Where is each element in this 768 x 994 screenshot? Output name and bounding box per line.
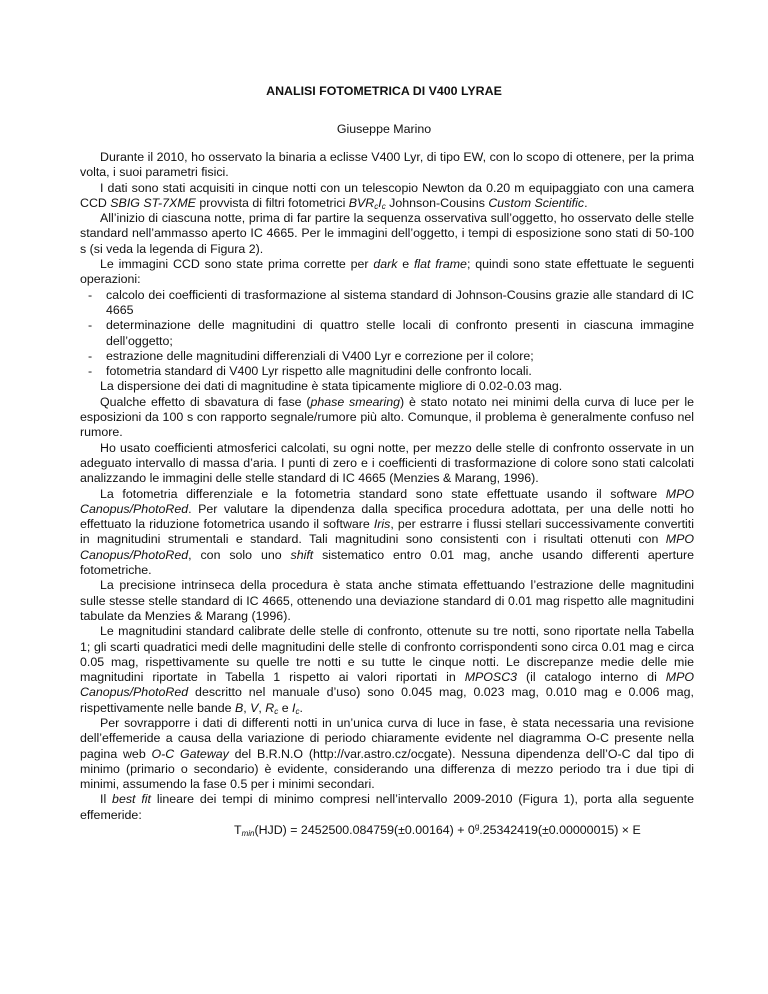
- document-body: [80, 150, 694, 838]
- ephemeris-formula: $T_{min}(HJD) = 2452500.084759(\pm 0.00164) + 0^g.25342419(\pm 0.00000015) \times E$: [234, 822, 641, 839]
- operations-list: [80, 288, 694, 380]
- list-item: - determinazione delle magnitudini di quattro stelle locali di confronto presenti in ciascuna immagine dell’oggetto;: [88, 318, 694, 348]
- paragraph-software: La fotometria differenziale e la fotometria standard sono state effettuate usando il software MPO Canopus/PhotoRed. Per valutare la dipendenza dalla specifica procedura adottata, per una delle notti ho effettuato la riduzione fotometrica usando il software Iris, per estrarre i flussi stellari successivamente convertiti in magnitudini strumentali e standard. Tali magnitudini sono consistenti con i risultati ottenuti con MPO Canopus/PhotoRed, con solo uno shift sistematico entro 0.01 mag, anche usando differenti aperture fotometriche.: [80, 486, 694, 578]
- filter-brand: Custom Scientific: [488, 195, 585, 210]
- filter-set: $BVR_cI_c$: [348, 195, 386, 211]
- paragraph-coefficients: Ho usato coefficienti atmosferici calcolati, su ogni notte, per mezzo delle stelle di confronto osservate in un adeguato intervallo di massa d’aria. I punti di zero e i coefficienti di trasformazione di colore sono stati calcolati analizzando le immagini delle stelle standard di IC 4665 (Menzies & Marang, 1996).: [80, 440, 694, 486]
- paragraph-ephemeris-revision: Per sovrapporre i dati di differenti notti in un’unica curva di luce in fase, è stata necessaria una revisione dell’effemeride a causa della variazione di periodo chiaramente evidente nel diagramma O-C presente nella pagina web O-C Gateway del B.R.N.O (http://var.astro.cz/ocgate). Nessuna dipendenza dell’O-C dal tipo di minimo (primario o secondario) è evidente, considerando una differenza di mezzo periodo tra i due tipi di minimi, assumendo la fase 0.5 per i minimi secondari.: [80, 715, 695, 792]
- paragraph-calibration: Le immagini CCD sono state prima corrette per dark e flat frame; quindi sono state effettuate le seguenti operazioni:: [80, 257, 694, 287]
- list-item: - fotometria standard di V400 Lyr rispetto alle magnitudini delle confronto locali.: [88, 364, 532, 379]
- paragraph-standards: All’inizio di ciascuna notte, prima di far partire la sequenza osservativa sull’oggetto, ho osservato delle stelle standard nell’ammasso aperto IC 4665. Per le immagini dell’oggetto, i tempi di esposizione sono stati di 50-100 s (si veda la legenda di Figura 2).: [80, 211, 694, 256]
- document-title: ANALISI FOTOMETRICA DI V400 LYRAE: [266, 84, 502, 98]
- camera-model: SBIG ST-7XME: [110, 195, 196, 210]
- list-item: - calcolo dei coefficienti di trasformazione al sistema standard di Johnson-Cousins grazie alle standard di IC 4665: [88, 287, 694, 317]
- paragraph-best-fit: Il best fit lineare dei tempi di minimo compresi nell’intervallo 2009-2010 (Figura 1), porta alla seguente effemeride:: [80, 792, 694, 822]
- author-name: Giuseppe Marino: [336, 122, 432, 136]
- paragraph-intro: Durante il 2010, ho osservato la binaria a eclisse V400 Lyr, di tipo EW, con lo scopo di ottenere, per la prima volta, i suoi parametri fisici.: [80, 150, 694, 180]
- paragraph-phase-smearing: Qualche effetto di sbavatura di fase (phase smearing) è stato notato nei minimi della curva di luce per le esposizioni da 100 s con rapporto segnale/rumore più alto. Comunque, il problema è generalmente confuso nel rumore.: [80, 394, 694, 440]
- paragraph-magnitudes: Le magnitudini standard calibrate delle stelle di confronto, ottenute su tre notti, sono riportate nella Tabella 1; gli scarti quadratici medi delle magnitudini delle stelle di confronto corrispondenti sono circa 0.01 mag e circa 0.05 mag, rispettivamente su quelle tre notti e su tutte le cinque notti. Le discrepanze medie delle mie magnitudini riportate in Tabella 1 rispetto ai valori riportati in MPOSC3 (il catalogo interno di MPO Canopus/PhotoRed descritto nel manuale d’uso) sono 0.045 mag, 0.023 mag, 0.010 mag e 0.006 mag, rispettivamente nelle bande B, V, $R_c$ e $I_c$.: [80, 624, 694, 716]
- paragraph-dispersion: La dispersione dei dati di magnitudine è stata tipicamente migliore di 0.02-0.03 mag.: [100, 379, 563, 394]
- paragraph-precision: La precisione intrinseca della procedura è stata anche stimata effettuando l’estrazione delle magnitudini sulle stesse stelle standard di IC 4665, ottenendo una deviazione standard di 0.01 mag rispetto alle magnitudini tabulate da Menzies & Marang (1996).: [80, 578, 694, 623]
- list-item: - estrazione delle magnitudini differenziali di V400 Lyr e correzione per il colore;: [88, 348, 534, 363]
- paragraph-data-acquisition: I dati sono stati acquisiti in cinque notti con un telescopio Newton da 0.20 m equipaggiato con una camera CCD SBIG ST-7XME provvista di filtri fotometrici $BVR_cI_c$ Johnson-Cousins Custom Scientific.: [80, 180, 694, 211]
